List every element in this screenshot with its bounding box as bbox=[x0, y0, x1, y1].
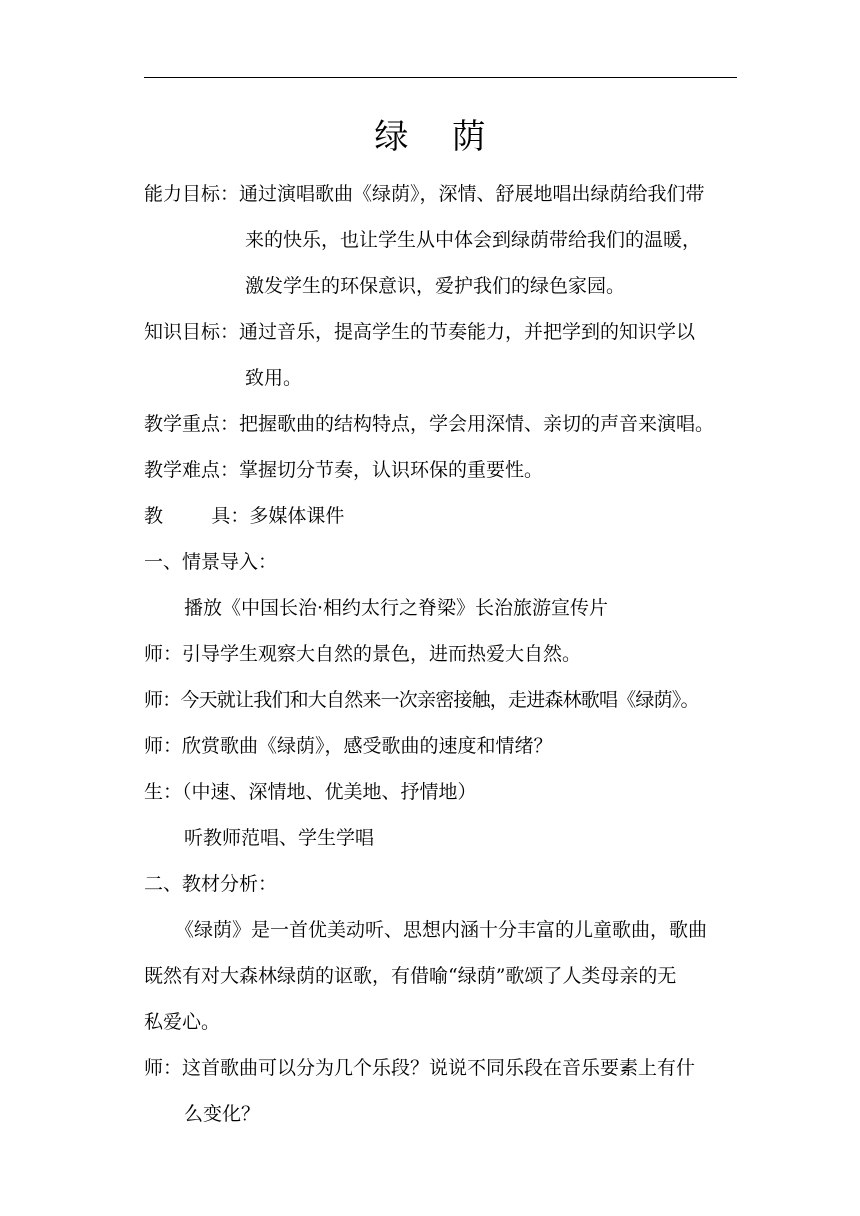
knowledge-text-1: 通过音乐，提高学生的节奏能力，并把学到的知识学以 bbox=[239, 321, 696, 343]
knowledge-line-2: 致用。 bbox=[245, 367, 303, 389]
section1-heading: 一、情景导入： bbox=[144, 551, 278, 573]
key-point-line bbox=[144, 410, 714, 438]
knowledge-label: 知识目标： bbox=[144, 321, 240, 343]
ability-line-2: 来的快乐，也让学生从中体会到绿荫带给我们的温暖， bbox=[245, 229, 702, 251]
header-rule bbox=[144, 77, 737, 78]
difficulty-label: 教学难点： bbox=[144, 459, 240, 481]
section1-play: 播放《中国长治·相约太行之脊梁》长治旅游宣传片 bbox=[184, 597, 609, 619]
section2-para-line-1: 《绿荫》是一首优美动听、思想内涵十分丰富的儿童歌曲，歌曲 bbox=[175, 919, 708, 941]
section2-para-line-3: 私爱心。 bbox=[144, 1011, 221, 1033]
difficulty-line bbox=[144, 456, 543, 484]
section1-teacher-1: 师：引导学生观察大自然的景色，进而热爱大自然。 bbox=[144, 643, 582, 665]
tools-line bbox=[144, 502, 344, 530]
difficulty-text: 掌握切分节奏，认识环保的重要性。 bbox=[239, 459, 544, 481]
key-point-label: 教学重点： bbox=[144, 413, 240, 435]
section2-question-line-1: 师：这首歌曲可以分为几个乐段？说说不同乐段在音乐要素上有什 bbox=[144, 1057, 696, 1079]
tools-text: 多媒体课件 bbox=[249, 505, 345, 527]
section1-listen: 听教师范唱、学生学唱 bbox=[184, 827, 375, 849]
section1-student-1: 生：（中速、深情地、优美地、抒情地） bbox=[144, 781, 477, 803]
section2-para-line-2: 既然有对大森林绿荫的讴歌，有借喻“绿荫”歌颂了人类母亲的无 bbox=[144, 965, 677, 987]
key-point-text: 把握歌曲的结构特点，学会用深情、亲切的声音来演唱。 bbox=[239, 413, 715, 435]
section2-heading: 二、教材分析： bbox=[144, 873, 278, 895]
ability-line-3: 激发学生的环保意识，爱护我们的绿色家园。 bbox=[245, 275, 626, 297]
ability-label: 能力目标： bbox=[144, 183, 240, 205]
section1-teacher-2: 师：今天就让我们和大自然来一次亲密接触，走进森林歌唱《绿荫》。 bbox=[144, 689, 699, 711]
section1-teacher-3: 师：欣赏歌曲《绿荫》，感受歌曲的速度和情绪？ bbox=[144, 735, 553, 757]
tools-label: 教 具： bbox=[144, 505, 250, 527]
section2-question-line-2: 么变化？ bbox=[184, 1103, 261, 1125]
knowledge-line-1 bbox=[144, 318, 695, 346]
page-title: 绿 荫 bbox=[374, 117, 486, 157]
ability-line-1 bbox=[144, 180, 740, 208]
ability-text-1: 通过演唱歌曲《绿荫》，深情、舒展地唱出绿荫给我们带 bbox=[239, 183, 705, 205]
